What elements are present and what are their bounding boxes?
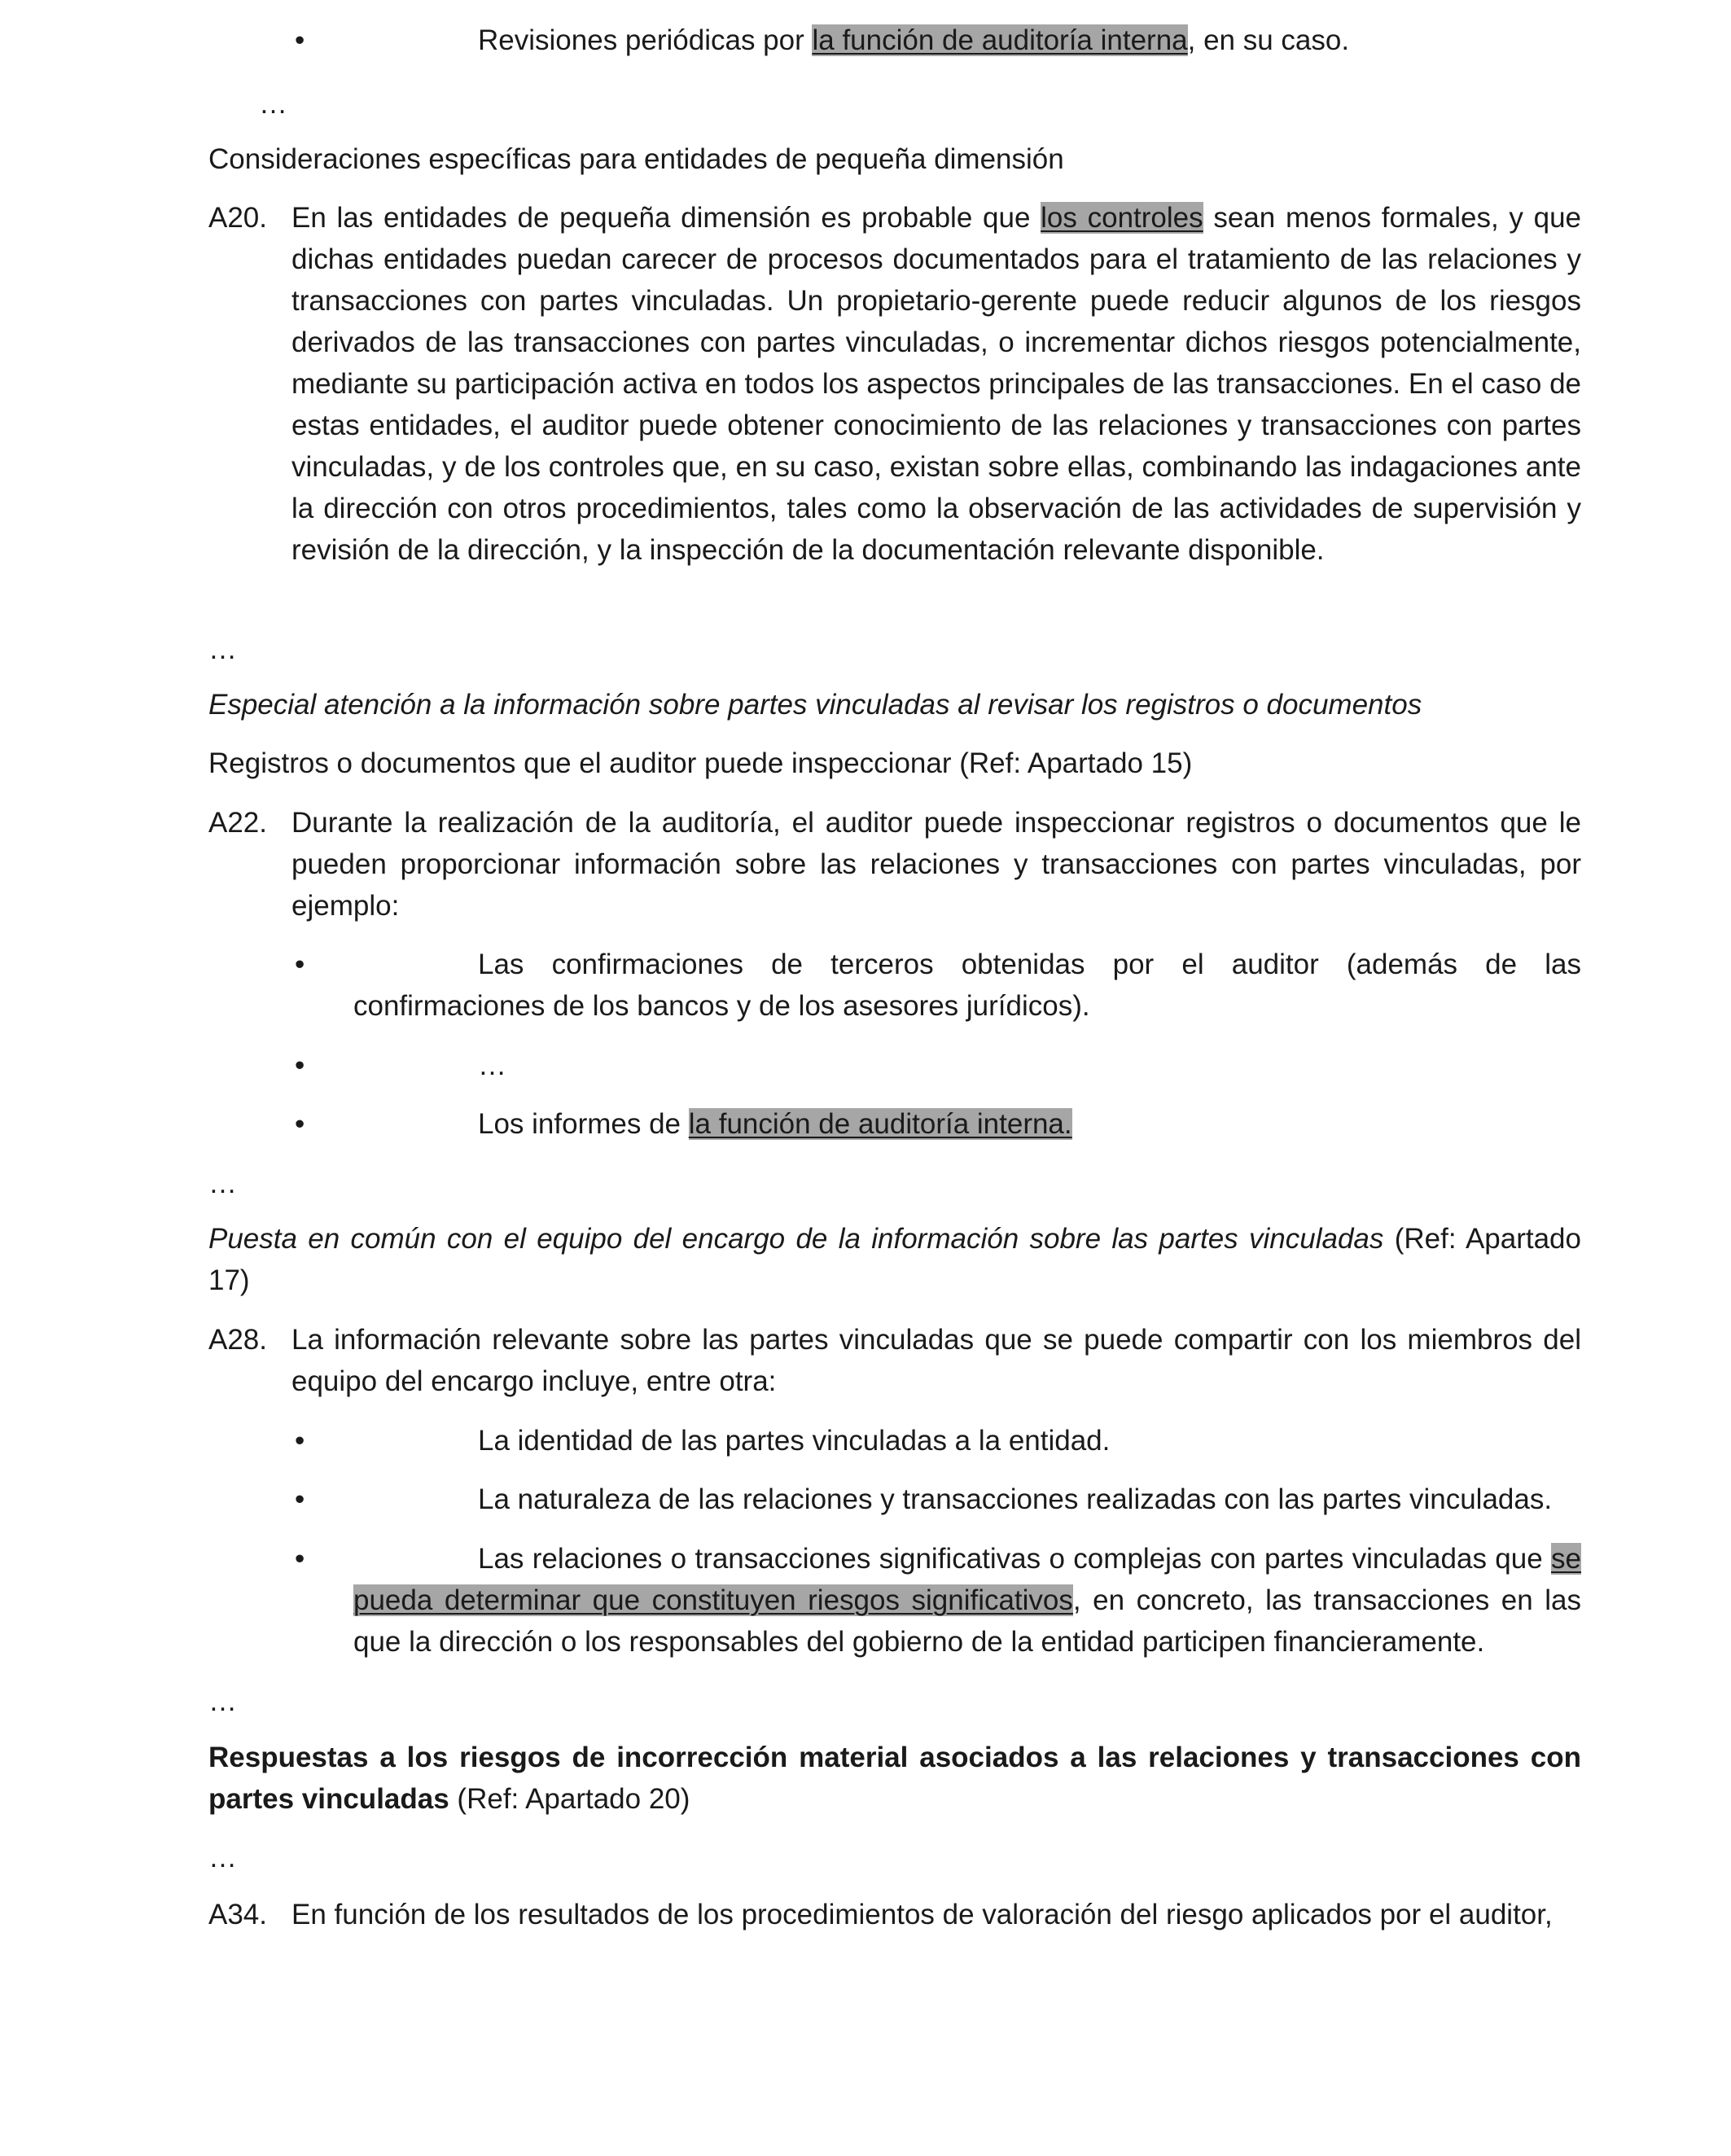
bullet-significant-transactions	[291, 1538, 1581, 1663]
highlighted-text: se pueda determinar que constituyen riesgos significativos	[353, 1543, 1581, 1616]
paragraph-a34: En función de los resultados de los procedimientos de valoración del riesgo aplicados por el auditor,	[291, 1899, 1553, 1930]
bullet-text: La naturaleza de las relaciones y transacciones realizadas con las partes vinculadas.	[478, 1483, 1553, 1515]
bullet-dot: •	[295, 949, 305, 980]
bullet-text: La identidad de las partes vinculadas a la entidad.	[478, 1425, 1111, 1457]
bullet-text: Los informes de la función de auditoría interna.	[478, 1108, 1072, 1140]
bullet-nature	[291, 1479, 1581, 1520]
bullet-text: …	[478, 1050, 506, 1081]
bullet-text: Revisiones periódicas por la función de auditoría interna, en su caso.	[478, 24, 1350, 56]
bullet-dot: •	[295, 1483, 305, 1515]
bullet-identity	[291, 1420, 1581, 1461]
bullet-dot: •	[295, 1425, 305, 1457]
paragraph-a28: La información relevante sobre las partes vinculadas que se puede compartir con los miembros del equipo del encargo incluye, entre otra:	[291, 1324, 1581, 1397]
bullet-ellipsis	[291, 1045, 1581, 1086]
section-heading-sharing: Puesta en común con el equipo del encargo de la información sobre las partes vinculadas (Ref: Apartado 17)	[208, 1223, 1581, 1296]
paragraph-number-a22: A22.	[208, 807, 267, 839]
bullet-dot: •	[295, 1050, 305, 1081]
bullet-dot: •	[295, 24, 305, 56]
bullet-third-party-confirmations	[291, 944, 1581, 1027]
highlighted-text: los controles	[1041, 202, 1203, 234]
bullet-dot: •	[295, 1543, 305, 1575]
bullet-dot: •	[295, 1108, 305, 1140]
bullet-internal-audit-reviews	[291, 20, 1581, 61]
bullet-text: Las relaciones o transacciones significativas o complejas con partes vinculadas que se pueda determinar que constituyen riesgos significativos, en concreto, las transacciones en las que la dirección o los responsables del gobierno de la entidad participen financieramente.	[353, 1543, 1581, 1658]
paragraph-a20: En las entidades de pequeña dimensión es probable que los controles sean menos formales, y que dichas entidades puedan carecer de procesos documentados para el tratamiento de las relaciones y transacciones con partes vinculadas. Un propietario-gerente puede reducir algunos de los riesgos derivados de las transacciones con partes vinculadas, o incrementar dichos riesgos potencialmente, mediante su participación activa en todos los aspectos principales de las transacciones. En el caso de estas entidades, el auditor puede obtener conocimiento de las relaciones y transacciones con partes vinculadas, y de los controles que, en su caso, existan sobre ellas, combinando las indagaciones ante la dirección con otros procedimientos, tales como la observación de las actividades de supervisión y revisión de la dirección, y la inspección de la documentación relevante disponible.	[291, 202, 1581, 566]
bullet-text: Las confirmaciones de terceros obtenidas por el auditor (además de las confirmaciones de los bancos y de los asesores jurídicos).	[353, 949, 1581, 1022]
paragraph-number-a34: A34.	[208, 1899, 267, 1930]
highlighted-text: la función de auditoría interna.	[688, 1108, 1072, 1140]
ellipsis: …	[208, 1685, 237, 1717]
section-heading-special-attention: Especial atención a la información sobre partes vinculadas al revisar los registros o documentos	[208, 689, 1422, 721]
section-heading-responses: Respuestas a los riesgos de incorrección material asociados a las relaciones y transacciones con partes vinculadas (Ref: Apartado 20)	[208, 1742, 1581, 1815]
paragraph-number-a20: A20.	[208, 202, 267, 234]
bullet-internal-audit-reports	[291, 1103, 1581, 1145]
highlighted-text: la función de auditoría interna	[812, 24, 1188, 56]
subheading-records: Registros o documentos que el auditor puede inspeccionar (Ref: Apartado 15)	[208, 747, 1193, 779]
ellipsis: …	[208, 1842, 237, 1873]
section-heading-small-entities: Consideraciones específicas para entidades de pequeña dimensión	[208, 143, 1064, 175]
ellipsis: …	[208, 633, 237, 665]
ellipsis: …	[259, 88, 287, 120]
paragraph-a22: Durante la realización de la auditoría, el auditor puede inspeccionar registros o documentos que le pueden proporcionar información sobre las relaciones y transacciones con partes vinculadas, por ejemplo:	[291, 807, 1581, 922]
ellipsis: …	[208, 1168, 237, 1199]
paragraph-number-a28: A28.	[208, 1324, 267, 1356]
